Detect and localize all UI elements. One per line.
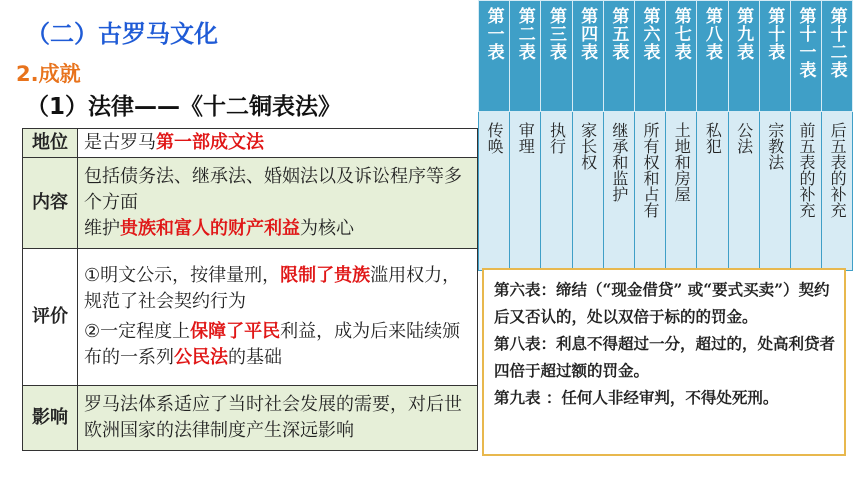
grid-header-cell (603, 1, 634, 112)
grid-header-cell (759, 1, 790, 112)
grid-content-cell (479, 112, 510, 271)
text-line (84, 216, 473, 242)
grid-content-label: 所有权和占有 (641, 122, 661, 218)
grid-header-cell (541, 1, 572, 112)
grid-content-label: 前五表的补充 (796, 122, 816, 218)
grid-content-cell (541, 112, 572, 271)
row-value-content (78, 158, 478, 249)
grid-content-cell (790, 112, 821, 271)
law-title: （1）法律——《十二铜表法》 (26, 94, 342, 120)
grid-content-label: 执行 (547, 122, 567, 154)
grid-content-cell (603, 112, 634, 271)
grid-header-label: 第十表 (764, 7, 785, 61)
grid-header-cell (572, 1, 603, 112)
emphasis-text: 保障了平民 (190, 321, 281, 342)
emphasis-text: 贵族和富人的财产利益 (120, 218, 300, 239)
text: 是古罗马 (84, 132, 156, 153)
text: 包括债务法、继承法、婚姻法以及诉讼程序等多个方面 (84, 166, 462, 213)
grid-header-cell (510, 1, 541, 112)
table-row (23, 129, 478, 158)
grid-content-cell (572, 112, 603, 271)
grid-header-cell (728, 1, 759, 112)
grid-content-label: 后五表的补充 (828, 122, 848, 218)
row-value-evaluation (78, 249, 478, 386)
note-paragraph: 第八表：利息不得超过一分，超过的，处高利贷者四倍于超过额的罚金。 (494, 334, 836, 380)
text: ①明文公示，按律量刑， (84, 265, 281, 286)
emphasis-text: 第一部成文法 (156, 132, 264, 153)
grid-header-cell (479, 1, 510, 112)
grid-header-label: 第三表 (545, 7, 566, 61)
note-paragraph: 第九表 ：任何人非经审判，不得处死刑。 (494, 388, 779, 407)
row-label-influence: 影响 (23, 386, 78, 451)
emphasis-text: 公民法 (174, 347, 228, 368)
table-row (23, 158, 478, 249)
grid-header-label: 第一表 (483, 7, 504, 61)
grid-header-label: 第十一表 (795, 7, 816, 79)
grid-header-cell (634, 1, 665, 112)
text: 的基础 (228, 347, 282, 368)
note-paragraph: 第六表：缔结（“现金借贷” 或“要式买卖”）契约后又否认的，处以双倍于标的的罚金。 (494, 280, 830, 326)
grid-header-label: 第六表 (639, 7, 660, 61)
grid-content-label: 宗教法 (765, 122, 785, 170)
text-para (84, 319, 473, 371)
grid-content-label: 家长权 (578, 122, 598, 170)
subheading: 2.成就 (16, 62, 81, 86)
grid-header-label: 第七表 (670, 7, 691, 61)
grid-content-label: 传唤 (485, 122, 505, 154)
grid-header-cell (790, 1, 821, 112)
grid-content-label: 公法 (734, 122, 754, 154)
table-row (23, 249, 478, 386)
grid-content-cell (634, 112, 665, 271)
excerpt-note (482, 268, 846, 456)
text: 为核心 (300, 218, 354, 239)
grid-header-label: 第八表 (701, 7, 722, 61)
grid-content-cell (510, 112, 541, 271)
grid-content-row (479, 112, 853, 271)
summary-table (22, 128, 478, 451)
row-value-position (78, 129, 478, 158)
row-label-position: 地位 (23, 129, 78, 158)
grid-content-cell (666, 112, 697, 271)
row-label-content: 内容 (23, 158, 78, 249)
text-para (84, 263, 473, 315)
row-value-influence: 罗马法体系适应了当时社会发展的需要，对后世欧洲国家的法律制度产生深远影响 (78, 386, 478, 451)
grid-content-cell (759, 112, 790, 271)
text: 滥用权力，规范了社会契约行为 (84, 265, 461, 312)
grid-content-label: 继承和监护 (609, 122, 629, 202)
emphasis-text: 限制了贵族 (280, 265, 371, 286)
text: 利益，成为后来陆续颁布的一系列 (84, 321, 461, 368)
grid-header-label: 第十二表 (826, 7, 847, 79)
row-label-evaluation: 评价 (23, 249, 78, 386)
text: 维护 (84, 218, 120, 239)
section-heading: （二）古罗马文化 (26, 20, 218, 48)
grid-content-label: 土地和房屋 (672, 122, 692, 202)
grid-header-label: 第九表 (733, 7, 754, 61)
grid-content-label: 审理 (516, 122, 536, 154)
grid-header-row (479, 1, 853, 112)
twelve-tables-grid (478, 0, 853, 271)
grid-header-cell (697, 1, 728, 112)
grid-header-label: 第二表 (514, 7, 535, 61)
grid-content-label: 私犯 (703, 122, 723, 154)
grid-header-label: 第四表 (577, 7, 598, 61)
grid-header-label: 第五表 (608, 7, 629, 61)
table-row (23, 386, 478, 451)
grid-content-cell (728, 112, 759, 271)
grid-header-cell (822, 1, 853, 112)
grid-content-cell (822, 112, 853, 271)
grid-content-cell (697, 112, 728, 271)
grid-header-cell (666, 1, 697, 112)
text: ②一定程度上 (84, 321, 191, 342)
